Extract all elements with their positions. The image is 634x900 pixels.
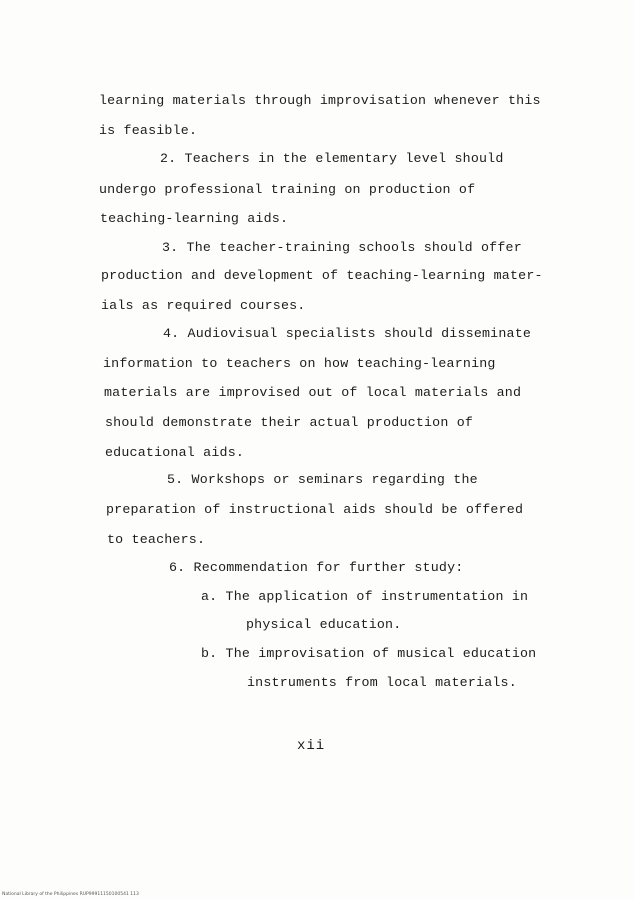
text-line: learning materials through improvisation whenever this — [99, 93, 541, 108]
text-line: 5. Workshops or seminars regarding the — [167, 472, 478, 487]
page-number: xii — [297, 738, 326, 754]
text-line: is feasible. — [99, 123, 198, 138]
text-line: 4. Audiovisual specialists should disseminate — [163, 326, 532, 341]
text-line: to teachers. — [107, 532, 206, 547]
text-line: 6. Recommendation for further study: — [169, 560, 464, 575]
text-line: 2. Teachers in the elementary level should — [160, 151, 504, 166]
text-line: b. The improvisation of musical education — [201, 646, 537, 661]
text-line: undergo professional training on production of — [99, 182, 476, 197]
text-line: production and development of teaching-learning mater- — [101, 268, 543, 283]
text-line: information to teachers on how teaching-learning — [103, 356, 496, 371]
text-line: instruments from local materials. — [247, 675, 517, 690]
text-line: teaching-learning aids. — [100, 211, 289, 226]
text-line: educational aids. — [105, 445, 245, 460]
text-line: ials as required courses. — [101, 298, 306, 313]
text-line: a. The application of instrumentation in — [201, 589, 529, 604]
archive-footer: National Library of the Philippines RUP99911150100541 113 — [2, 892, 139, 897]
text-line: materials are improvised out of local materials and — [104, 385, 522, 400]
text-line: physical education. — [246, 617, 402, 632]
text-line: should demonstrate their actual production of — [105, 415, 474, 430]
text-line: 3. The teacher-training schools should offer — [162, 240, 522, 255]
text-line: preparation of instructional aids should be offered — [106, 502, 524, 517]
